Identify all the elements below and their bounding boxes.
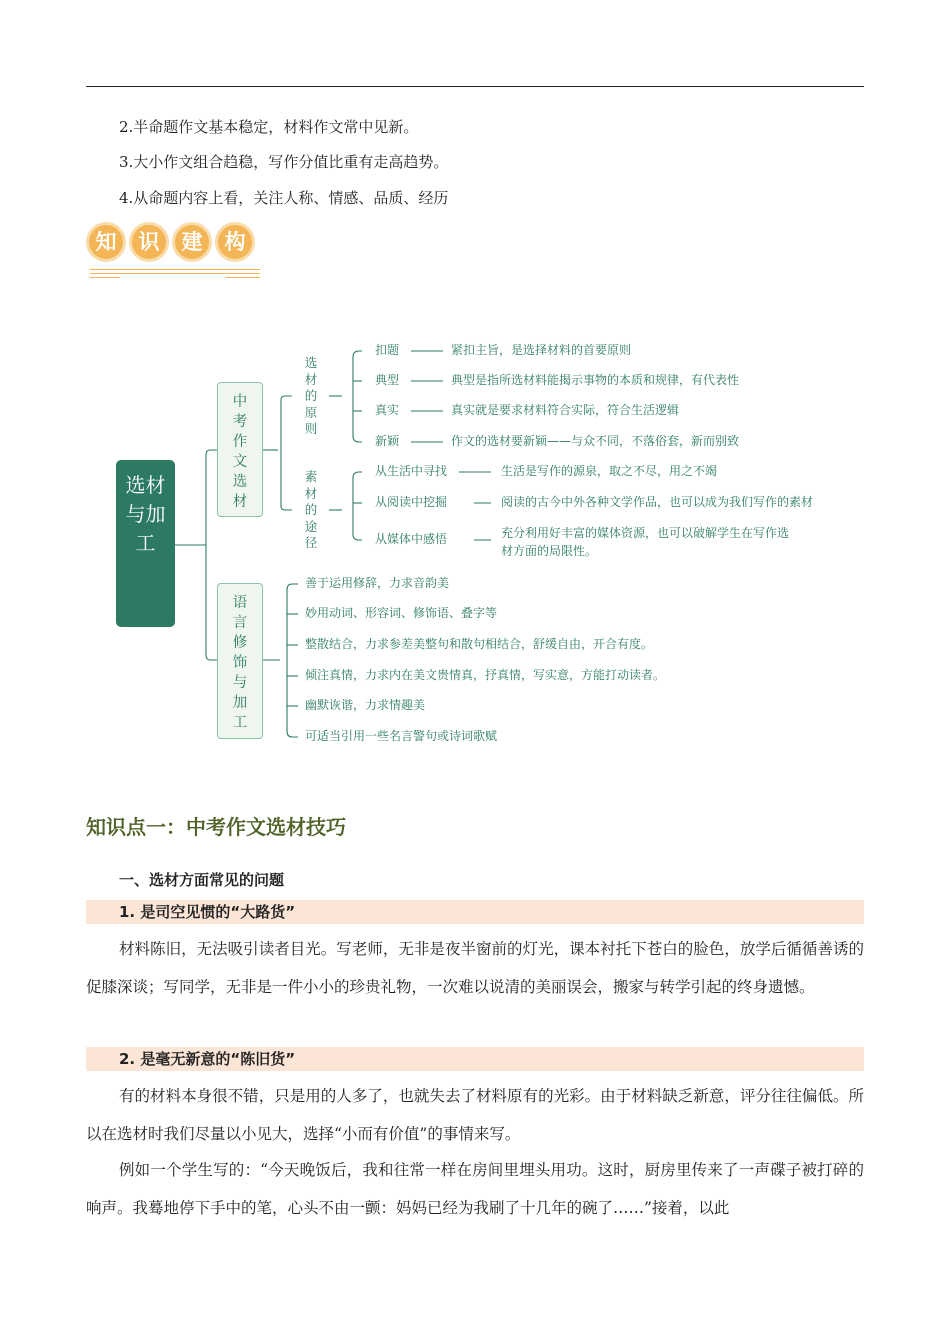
header-rule — [86, 86, 864, 87]
source-desc: 生活是写作的源泉，取之不尽，用之不竭 — [501, 464, 718, 478]
banner-stripe — [90, 273, 260, 274]
paragraph: 材料陈旧，无法吸引读者目光。写老师，无非是夜半窗前的灯光，课本衬托下苍白的脸色，放学后循循善诱的促膝深谈；写同学，无非是一件小小的珍贵礼物，一次难以说清的美丽误会，搬家与转学引起的终身遗憾。 — [86, 940, 864, 996]
language-item: 妙用动词、形容词、修饰语、叠字等 — [305, 606, 498, 620]
source-term: 从生活中寻找 — [375, 464, 448, 478]
section-subtitle: 一、选材方面常见的问题 — [119, 871, 285, 889]
banner-char: 建 — [172, 222, 212, 262]
banner-stripe — [226, 277, 260, 278]
mindmap-root: 选材与加工 — [116, 460, 175, 627]
principle-term: 扣题 — [375, 343, 400, 357]
intro-line-2: 2.半命题作文基本稳定，材料作文常中见新。 — [119, 118, 419, 136]
principle-desc: 真实就是要求材料符合实际，符合生活逻辑 — [451, 403, 680, 417]
group-label-principles: 选材的原则 — [304, 355, 318, 436]
language-item: 可适当引用一些名言警句或诗词歌赋 — [305, 729, 498, 743]
principle-term: 新颖 — [375, 434, 400, 448]
mindmap-branch-selection: 中考作文选材 — [217, 382, 263, 517]
principle-desc: 作文的选材要新颖——与众不同，不落俗套，新而别致 — [451, 434, 740, 448]
paragraph: 例如一个学生写的：“今天晚饭后，我和往常一样在房间里埋头用功。这时，厨房里传来了一声碟子被打碎的响声。我蓦地停下手中的笔，心头不由一颤：妈妈已经为我刷了十几年的碗了……”接着，以此 — [86, 1161, 864, 1217]
paragraph: 有的材料本身很不错，只是用的人多了，也就失去了材料原有的光彩。由于材料缺乏新意，评分往往偏低。所以在选材时我们尽量以小见大，选择“小而有价值”的事情来写。 — [86, 1087, 864, 1143]
section-title: 知识点一：中考作文选材技巧 — [86, 815, 346, 839]
source-desc: 充分利用好丰富的媒体资源，也可以破解学生在写作选材方面的局限性。 — [501, 526, 790, 558]
language-item: 倾注真情，力求内在美文贵情真，抒真情，写实意，方能打动读者。 — [305, 668, 666, 682]
source-term: 从媒体中感悟 — [375, 532, 448, 546]
mindmap-branch-language: 语言修饰与加工 — [217, 583, 263, 739]
principle-term: 典型 — [375, 373, 400, 387]
principle-term: 真实 — [375, 403, 400, 417]
item-heading: 2. 是毫无新意的“陈旧货” — [119, 1050, 296, 1068]
principle-desc: 典型是指所选材料能揭示事物的本质和规律，有代表性 — [451, 373, 740, 387]
intro-line-4: 4.从命题内容上看，关注人称、情感、品质、经历 — [119, 189, 449, 207]
language-item: 幽默诙谐，力求情趣美 — [305, 698, 426, 712]
source-desc: 阅读的古今中外各种文学作品，也可以成为我们写作的素材 — [501, 495, 814, 509]
intro-line-3: 3.大小作文组合趋稳，写作分值比重有走高趋势。 — [119, 153, 449, 171]
banner-stripe — [90, 269, 260, 270]
item-heading: 1. 是司空见惯的“大路货” — [119, 903, 296, 921]
heading-band — [86, 900, 864, 924]
language-item: 善于运用修辞，力求音韵美 — [305, 576, 450, 590]
principle-desc: 紧扣主旨，是选择材料的首要原则 — [451, 343, 632, 357]
banner-char: 识 — [129, 222, 169, 262]
banner-char: 知 — [86, 222, 126, 262]
source-term: 从阅读中挖掘 — [375, 495, 448, 509]
knowledge-structure-banner — [86, 218, 266, 280]
banner-char: 构 — [215, 222, 255, 262]
language-item: 整散结合，力求参差美整句和散句相结合，舒缓自由，开合有度。 — [305, 637, 654, 651]
heading-band — [86, 1047, 864, 1071]
banner-stripe — [90, 277, 120, 278]
group-label-sources: 素材的途径 — [304, 469, 318, 550]
